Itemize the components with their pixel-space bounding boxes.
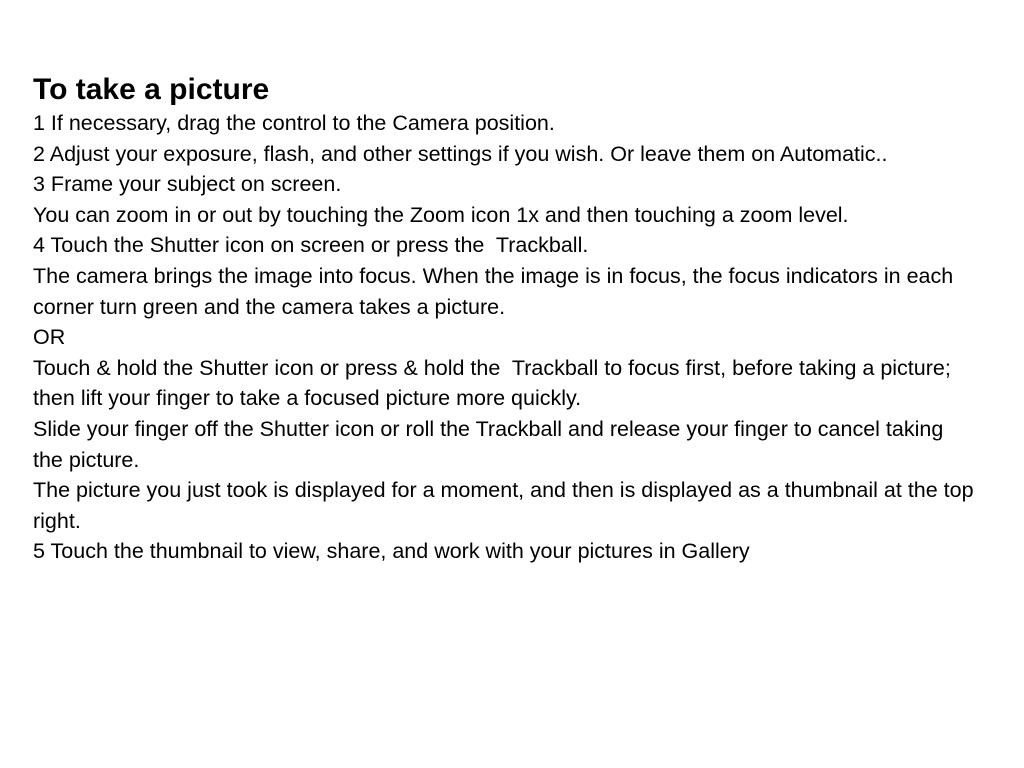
instruction-list: [33, 108, 978, 567]
hold-to-focus-text: Touch & hold the Shutter icon or press & hold the Trackball to focus first, before taking a picture; then lift your finger to take a focused picture more quickly.: [33, 355, 957, 411]
step-5-text: 5 Touch the thumbnail to view, share, and work with your pictures in Gallery: [33, 539, 750, 564]
slide-title: To take a picture: [33, 73, 270, 106]
cancel-note-text: Slide your finger off the Shutter icon or roll the Trackball and release your finger to cancel taking the picture.: [33, 416, 950, 472]
step-4-text: 4 Touch the Shutter icon on screen or press the Trackball.: [33, 233, 589, 258]
zoom-note-text: You can zoom in or out by touching the Zoom icon 1x and then touching a zoom level.: [33, 202, 849, 227]
step-2-text: 2 Adjust your exposure, flash, and other settings if you wish. Or leave them on Automatic..: [33, 141, 888, 166]
thumbnail-note-text: The picture you just took is displayed for a moment, and then is displayed as a thumbnail at the top right.: [33, 478, 980, 533]
step-1-text: 1 If necessary, drag the control to the Camera position.: [33, 111, 555, 135]
slide-content: [33, 72, 978, 567]
step-3-text: 3 Frame your subject on screen.: [33, 172, 342, 197]
or-separator-text: OR: [33, 325, 66, 350]
focus-note-text: The camera brings the image into focus. When the image is in focus, the focus indicators in each corner turn green and the camera takes a picture.: [33, 263, 960, 319]
